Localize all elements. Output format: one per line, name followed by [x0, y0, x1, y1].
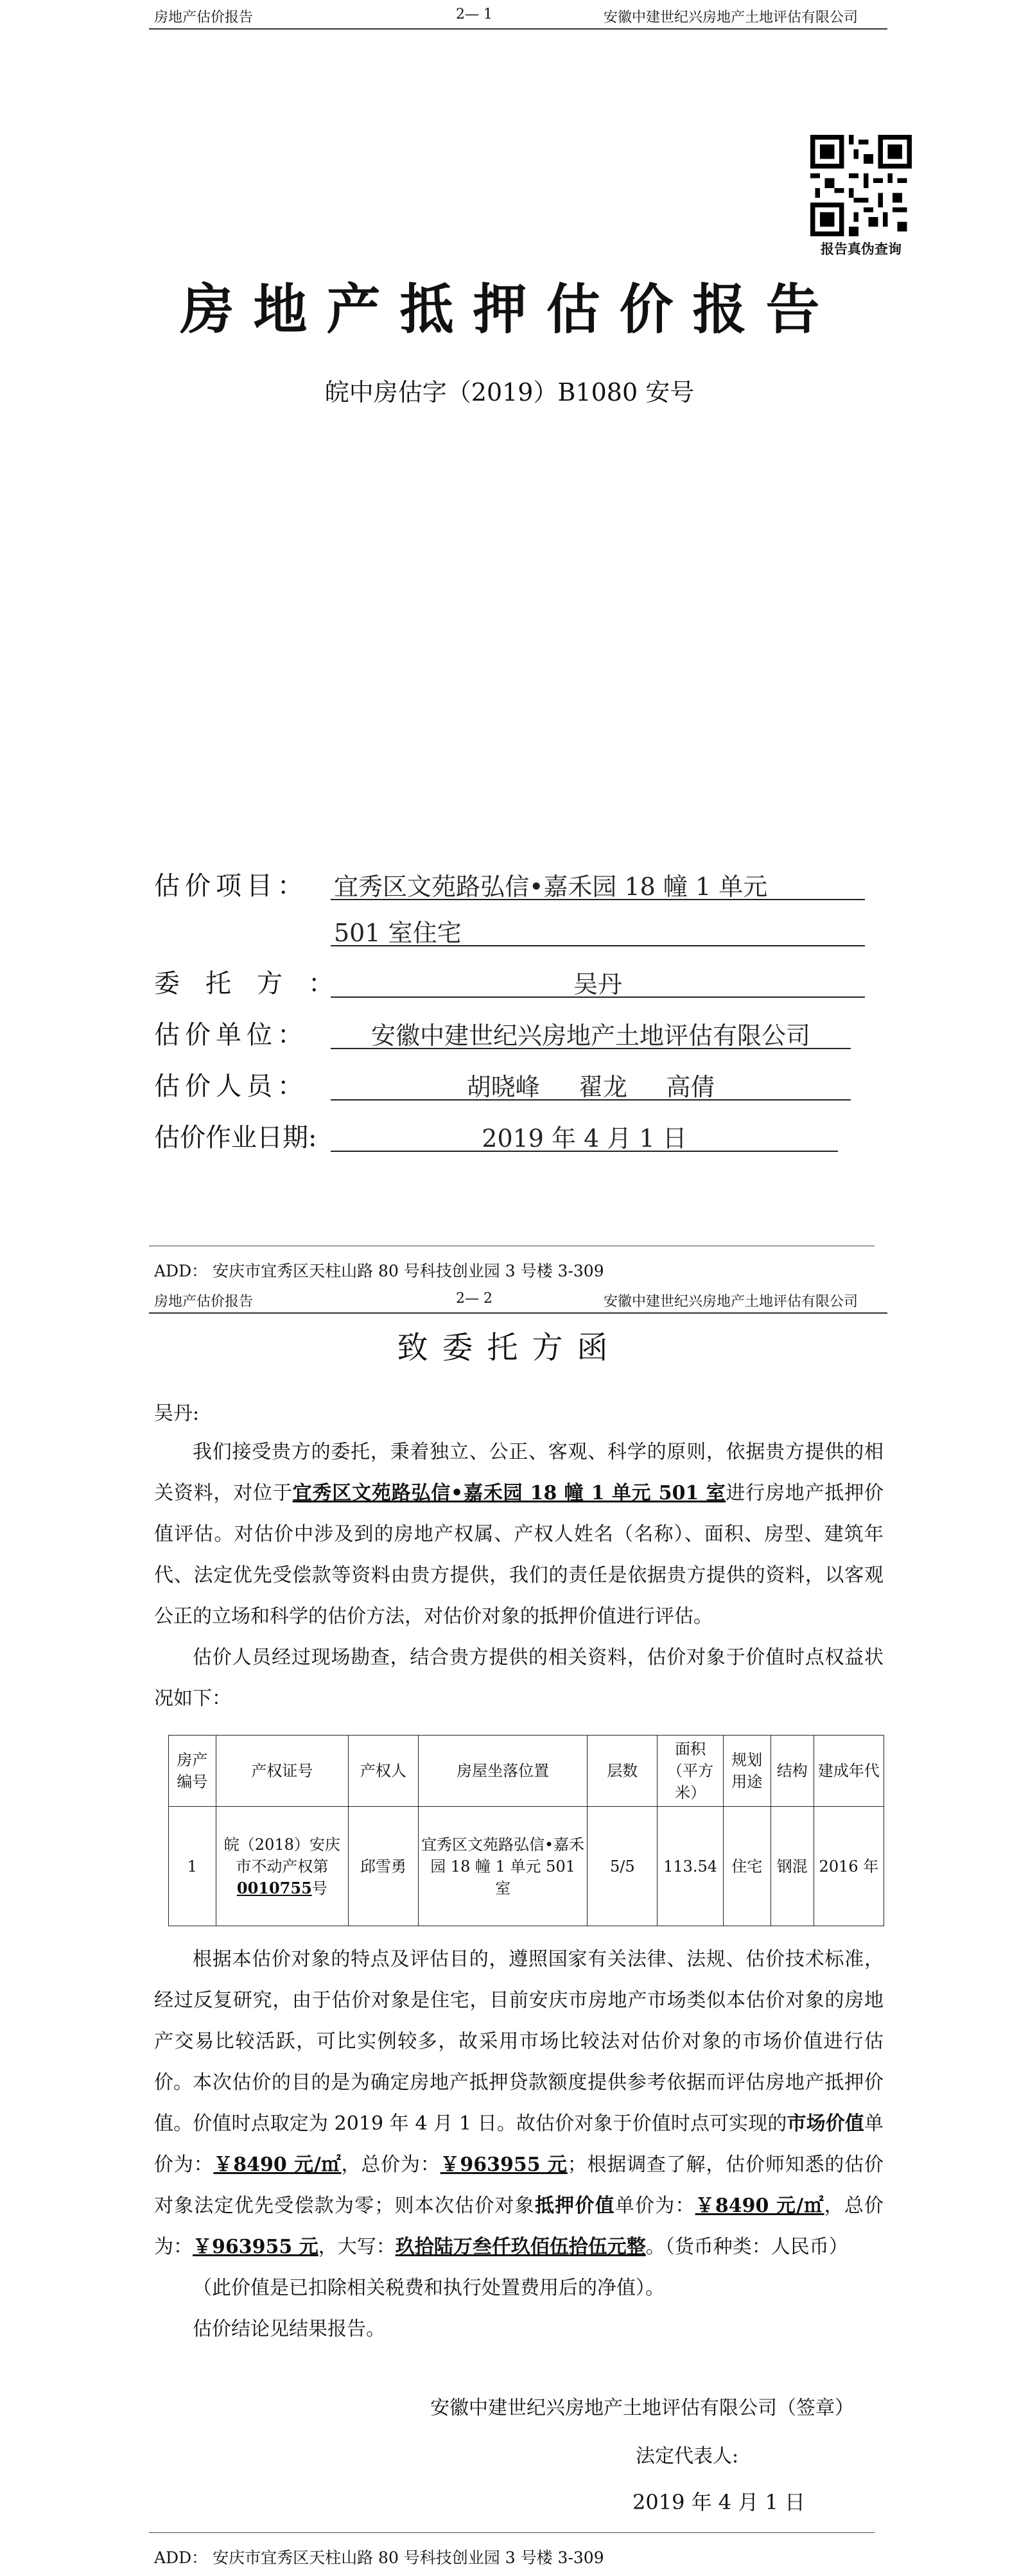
table-header-row: [169, 1736, 884, 1807]
page1-header-page-number: 2— 1: [456, 6, 492, 22]
page2-header-right: 安徽中建世纪兴房地产土地评估有限公司: [604, 1294, 858, 1310]
page1-header-left: 房地产估价报告: [154, 10, 254, 26]
cell-structure: 钢混: [771, 1807, 814, 1926]
page1-header-rule: [149, 28, 887, 30]
p4-t7: ，大写：: [318, 2236, 396, 2258]
cell-no: 1: [169, 1807, 216, 1926]
p4-t4: ；根据调查了解，估价师知悉的估价对象法定优先受偿款为零；则本次估价对象: [154, 2154, 884, 2217]
cell-location: 宜秀区文苑路弘信•嘉禾园 18 幢 1 单元 501 室: [418, 1807, 587, 1926]
th-location: 房屋坐落位置: [418, 1736, 587, 1807]
cell-use: 住宅: [723, 1807, 771, 1926]
page2-header-page-number: 2— 2: [456, 1291, 492, 1307]
page2-footer-rule: [149, 2532, 875, 2533]
p4-t6: ，总价为：: [154, 2195, 884, 2258]
p4-t5: 单价为：: [614, 2195, 695, 2217]
p4-t2: 单价为：: [154, 2112, 884, 2176]
client-value: 吴丹: [573, 970, 622, 998]
p4-t8: 。（货币种类：人民币）: [645, 2236, 848, 2258]
cell-cert: [216, 1807, 348, 1926]
date-value: 2019 年 4 月 1 日: [482, 1124, 687, 1153]
project-label: 估价项目：: [154, 871, 308, 901]
staff-label: 估价人员：: [154, 1072, 308, 1101]
th-year: 建成年代: [814, 1736, 884, 1807]
amount-in-words: 玖拾陆万叁仟玖佰伍拾伍元整: [395, 2236, 646, 2258]
signature-company: 安徽中建世纪兴房地产土地评估有限公司（签章）: [430, 2397, 854, 2419]
page2-footer-address: ADD： 安庆市宜秀区天柱山路 80 号科技创业园 3 号楼 3-309: [154, 2548, 604, 2567]
salutation: 吴丹:: [154, 1402, 200, 1425]
paragraph-1-text-c: 进行房地产抵押价值评估。对估价中涉及到的房地产权属、产权人姓名（名称）、面积、房型、建筑年代、法定优先受偿款等资料由贵方提供，我们的责任是依据贵方提供的资料，以客观公正的立场和科学的估价方法，对估价对象的抵押价值进行评估。: [154, 1482, 884, 1628]
signature-date: 2019 年 4 月 1 日: [632, 2490, 806, 2514]
cell-area: 113.54: [658, 1807, 723, 1926]
page2-header-rule: [149, 1312, 887, 1314]
paragraph-5: （此价值是已扣除相关税费和执行处置费用后的净值）。: [193, 2277, 665, 2299]
client-label: 委托方：: [154, 969, 360, 998]
th-owner: 产权人: [348, 1736, 418, 1807]
th-cert: 产权证号: [216, 1736, 348, 1807]
staff-value: 胡晓峰 翟龙 高倩: [466, 1073, 715, 1101]
p4-t3: ，总价为：: [341, 2154, 440, 2176]
page1-footer-address: ADD： 安庆市宜秀区天柱山路 80 号科技创业园 3 号楼 3-309: [154, 1262, 604, 1280]
cell-cert-a: 皖（2018）安庆市不动产权第: [223, 1835, 340, 1875]
th-use: 规划用途: [723, 1736, 771, 1807]
paragraph-3: 根据本估价对象的特点及评估目的，遵照国家有关法律、法规、估价技术标准，经过反复研究，由于估价对象是住宅，目前安庆市房地产市场类似本估价对象的房地产交易比较活跃，可比实例较多，故采用市场比较法对估价对象的市场价值进行估价。: [154, 1948, 884, 2094]
page1-header-right: 安徽中建世纪兴房地产土地评估有限公司: [604, 10, 858, 26]
letter-title: 致委托方函: [397, 1330, 622, 1366]
cell-cert-c: 号: [311, 1879, 327, 1897]
org-label: 估价单位：: [154, 1020, 308, 1050]
p4-t1: 本次估价的目的是为确定房地产抵押贷款额度提供参考依据而评估房地产抵押价值。价值时点取定为 2019 年 4 月 1 日。故估价对象于价值时点可实现的: [154, 2071, 884, 2135]
cell-owner: 邱雪勇: [348, 1807, 418, 1926]
paragraph-4: [154, 2062, 884, 2268]
cell-year: 2016 年: [814, 1807, 884, 1926]
mortgage-unit-price: ￥8490 元/㎡: [695, 2195, 824, 2217]
th-no: 房产编号: [169, 1736, 216, 1807]
paragraph-2: 估价人员经过现场勘查，结合贵方提供的相关资料，估价对象于价值时点权益状况如下：: [154, 1646, 884, 1710]
page2-header-left: 房地产估价报告: [154, 1294, 254, 1310]
th-floors: 层数: [588, 1736, 658, 1807]
report-title: 房地产抵押估价报告: [180, 277, 839, 341]
cell-floors: 5/5: [588, 1807, 658, 1926]
paragraph-1-text-a: 我们接受贵方的委托，秉着独立、公正、客观、科学的原则，依据贵方提供的相关资料，对位于: [154, 1441, 884, 1504]
paragraph-6: 估价结论见结果报告。: [193, 2318, 385, 2340]
project-value-line1: 宜秀区文苑路弘信•嘉禾园 18 幢 1 单元: [334, 873, 768, 901]
project-underline-2: [331, 945, 865, 946]
market-unit-price: ￥8490 元/㎡: [213, 2154, 342, 2176]
mortgage-total-price: ￥963955 元: [193, 2236, 318, 2258]
property-address: 宜秀区文苑路弘信•嘉禾园 18 幢 1 单元 501 室: [292, 1482, 726, 1504]
org-value: 安徽中建世纪兴房地产土地评估有限公司: [370, 1022, 810, 1050]
signature-representative: 法定代表人:: [636, 2445, 739, 2467]
market-total-price: ￥963955 元: [440, 2154, 568, 2176]
document-number: 皖中房估字（2019）B1080 安号: [324, 378, 695, 406]
project-underline-1: [331, 899, 865, 900]
date-label: 估价作业日期:: [154, 1123, 317, 1153]
project-value-line2: 501 室住宅: [334, 919, 462, 947]
th-structure: 结构: [771, 1736, 814, 1807]
th-area: 面积（平方米）: [658, 1736, 723, 1807]
mortgage-value-label: 抵押价值: [534, 2195, 615, 2217]
property-table: [168, 1735, 884, 1926]
cell-cert-number: 0010755: [236, 1878, 312, 1897]
qr-code-icon[interactable]: [810, 135, 912, 236]
market-value-label: 市场价值: [787, 2112, 864, 2135]
table-row: [169, 1807, 884, 1926]
qr-caption: 报告真伪查询: [821, 241, 901, 257]
paragraph-1: [154, 1432, 884, 1637]
